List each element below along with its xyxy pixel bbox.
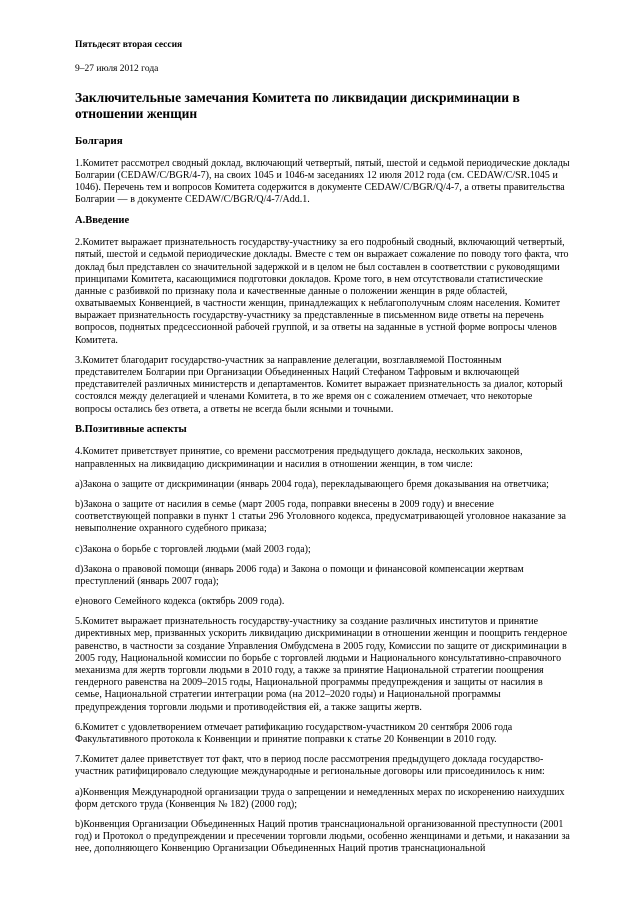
- paragraph-7: 7.Комитет далее приветствует тот факт, что в период после рассмотрения предыдущего доклада государство-участник ратифицировало следующие международные и региональные договоры или присоединилось к ним:: [75, 754, 545, 778]
- date-line: 9–27 июля 2012 года: [75, 64, 159, 75]
- paragraph-4-item-b: b)Закона о защите от насилия в семье (март 2005 года, поправки внесены в 2009 году) и внесение соответствующей поправки в пункт 1 статьи 296 Уголовного кодекса, предусматривающей уголовное наказание за невыполнение охранного судебного приказа;: [75, 498, 566, 535]
- paragraph-5: 5.Комитет выражает признательность государству-участнику за создание различных институтов и принятие директивных мер, призванных ускорить ликвидацию дискриминации в отношении женщин и поощрить гендерное равенство, в частности за создание Управления Омбудсмена в 2005 году, Комиссии по защите от дискриминации в 2005 году, Национальной комиссии по борьбе с торговлей людьми и Национального консультативно-справочного механизма для жертв торговли людьми в 2010 году, а также за принятие Национальной стратегии поощрения гендерного равенства на 2009–2015 годы, Национальной программы предупреждения и защиты от насилия в семье, Национальной стратегии интеграции рома (на 2012–2020 годы) и Национальной программы предупреждения торговли людьми и противодействия ей, а также защиты жертв.: [75, 616, 568, 713]
- section-heading-introduction: А.Введение: [75, 214, 130, 226]
- country-heading: Болгария: [75, 134, 123, 147]
- paragraph-4-item-e: e)нового Семейного кодекса (октябрь 2009 года).: [75, 596, 285, 608]
- paragraph-3: 3.Комитет благодарит государство-участник за направление делегации, возглавляемой Постоянным представителем Болгарии при Организации Объединенных Наций Стефаном Тафровым и включающей представителей различных министерств и департаментов. Комитет выражает признательность за диалог, который состоялся между делегацией и членами Комитета, в то же время он с сожалением отмечает, что некоторые вопросы остались без ответа, а ответы не всегда были ясными и точными.: [75, 354, 563, 415]
- session-line: Пятьдесят вторая сессия: [75, 40, 183, 50]
- paragraph-4-item-c: c)Закона о борьбе с торговлей людьми (май 2003 года);: [75, 543, 311, 555]
- paragraph-4: 4.Комитет приветствует принятие, со времени рассмотрения предыдущего доклада, нескольких законов, направленных на ликвидацию дискриминации и насилия в отношении женщин, в том числе:: [75, 446, 523, 470]
- paragraph-4-item-a: a)Закона о защите от дискриминации (январь 2004 года), перекладывающего бремя доказывания на ответчика;: [75, 478, 549, 490]
- document-title: Заключительные замечания Комитета по ликвидации дискриминации в отношении женщин: [75, 89, 520, 121]
- paragraph-2: 2.Комитет выражает признательность государству-участнику за его подробный сводный, включающий четвертый, пятый, шестой и седьмой периодические доклады. Вместе с тем он выражает сожаление по поводу того факта, что доклад был представлен со значительной задержкой и в целом не был составлен в соответствии с руководящими принципами Комитета, касающимися подготовки докладов. Кроме того, в нем отсутствовали статистические данные с разбивкой по признаку пола и качественные данные о положении женщин в ряде областей, охватываемых Конвенцией, в частности женщин, принадлежащих к неблагополучным слоям населения. Комитет выражает признательность государству-участнику за представленные в письменном виде ответы на перечень вопросов, поднятых предсессионной рабочей группой, и за ответы на заданные в устной форме вопросы членов Комитета.: [75, 237, 569, 346]
- paragraph-4-item-d: d)Закона о правовой помощи (январь 2006 года) и Закона о помощи и финансовой компенсации жертвам преступлений (январь 2007 года);: [75, 563, 524, 587]
- paragraph-7-item-b: b)Конвенция Организации Объединенных Наций против транснациональной организованной преступности (2001 год) и Протокол о предупреждении и пресечении торговли людьми, особенно женщинами и детьми, и наказании за нее, дополняющего Конвенцию Организации Объединенных Наций против транснациональной: [75, 818, 570, 855]
- section-heading-positive-aspects: В.Позитивные аспекты: [75, 423, 187, 435]
- paragraph-7-item-a: a)Конвенция Международной организации труда о запрещении и немедленных мерах по искоренению наихудших форм детского труда (Конвенция № 182) (2000 год);: [75, 786, 565, 810]
- paragraph-6: 6.Комитет с удовлетворением отмечает ратификацию государством-участником 20 сентября 2006 года Факультативного протокола к Конвенции и принятие поправки к статье 20 Конвенции в 2010 году.: [75, 721, 513, 745]
- paragraph-1: 1.Комитет рассмотрел сводный доклад, включающий четвертый, пятый, шестой и седьмой периодические доклады Болгарии (CEDAW/C/BGR/4-7), на своих 1045 и 1046-м заседаниях 12 июля 2012 года (см. CEDAW/C/SR.1045 и 1046). Перечень тем и вопросов Комитета содержится в документе CEDAW/C/BGR/Q/4-7, а ответы правительства Болгарии — в документе CEDAW/C/BGR/Q/4-7/Add.1.: [75, 157, 570, 206]
